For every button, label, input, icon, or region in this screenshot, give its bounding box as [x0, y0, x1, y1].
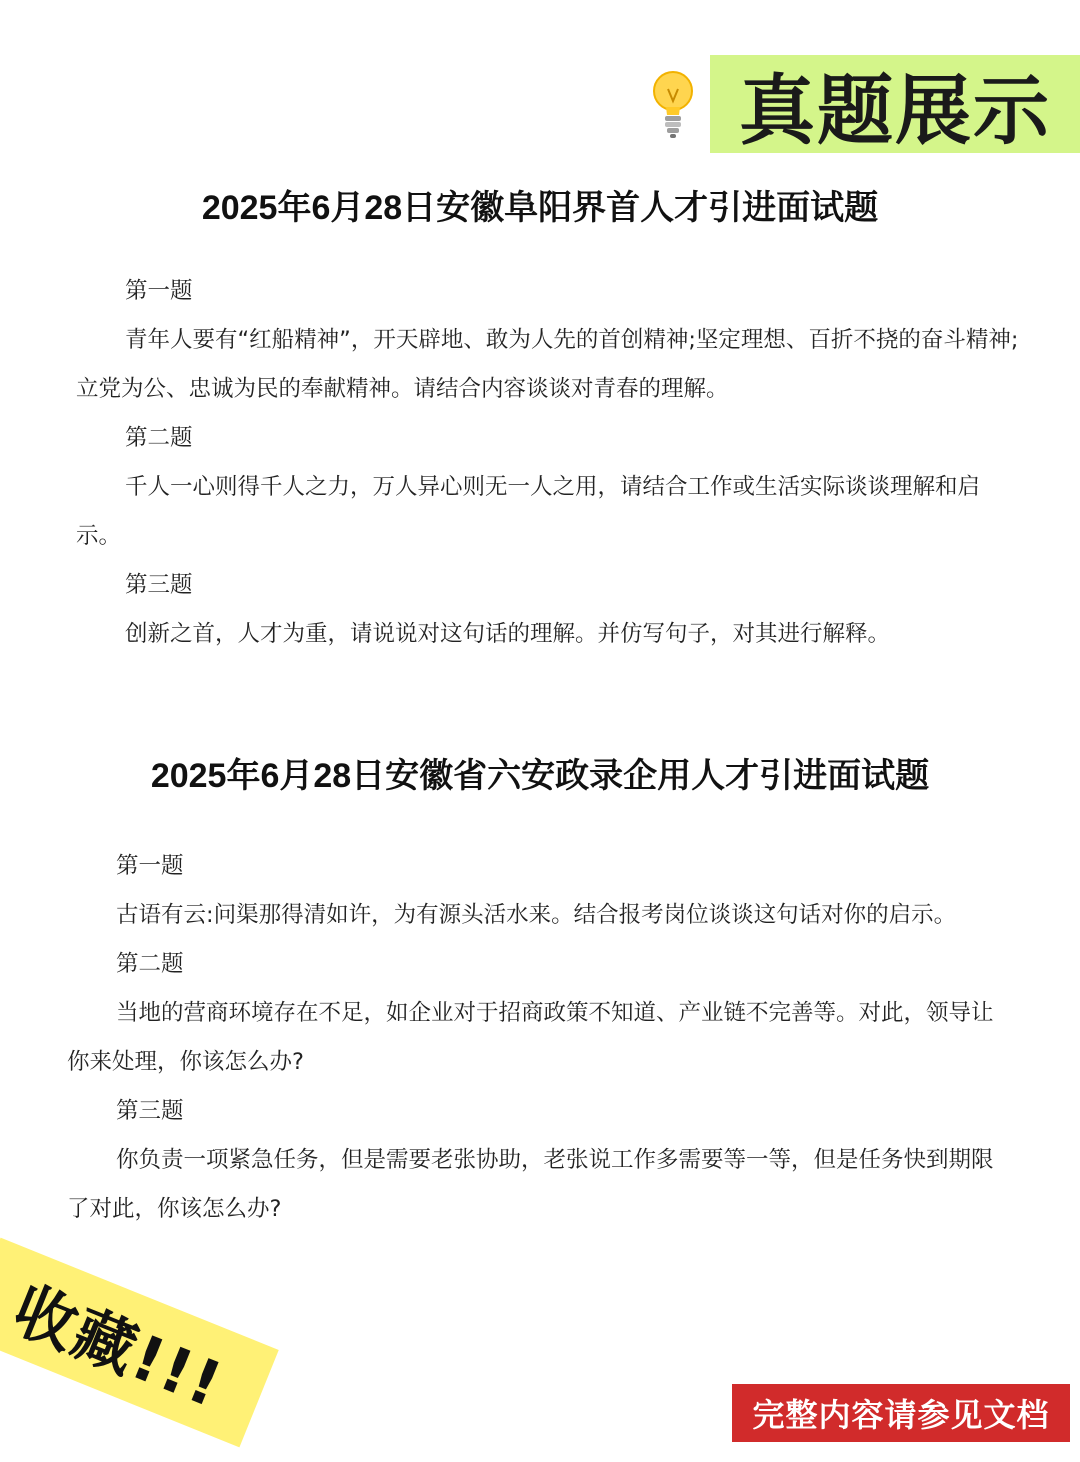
full-content-banner[interactable]: 完整内容请参见文档 — [732, 1384, 1070, 1442]
question-text: 青年人要有“红船精神”，开天辟地、敢为人先的首创精神;坚定理想、百折不挠的奋斗精神;立党为公、忠诚为民的奉献精神。请结合内容谈谈对青春的理解。 — [76, 327, 1019, 402]
question-label: 第一题 — [116, 853, 184, 879]
header-badge — [650, 55, 1080, 153]
question-text: 当地的营商环境存在不足，如企业对于招商政策不知道、产业链不完善等。对此，领导让你来处理，你该怎么办? — [67, 1000, 994, 1075]
lightbulb-icon — [650, 69, 696, 139]
question-label: 第二题 — [116, 951, 184, 977]
question-list — [76, 267, 1020, 659]
question-list — [67, 842, 1003, 1234]
question-label: 第二题 — [125, 425, 193, 451]
question-text: 千人一心则得千人之力，万人异心则无一人之用，请结合工作或生活实际谈谈理解和启示。 — [76, 474, 981, 549]
question-text: 创新之首，人才为重，请说说对这句话的理解。并仿写句子，对其进行解释。 — [125, 621, 891, 647]
section-title: 2025年6月28日安徽省六安政录企用人才引进面试题 — [150, 757, 930, 795]
question-label: 第一题 — [125, 278, 193, 304]
question-text: 古语有云:问渠那得清如许，为有源头活水来。结合报考岗位谈谈这句话对你的启示。 — [116, 902, 957, 928]
badge-label: 真题展示 — [710, 55, 1080, 153]
section-title: 2025年6月28日安徽阜阳界首人才引进面试题 — [201, 189, 879, 227]
question-label: 第三题 — [116, 1098, 184, 1124]
bookmark-sticker: 收藏!!! — [0, 1238, 279, 1448]
question-label: 第三题 — [125, 572, 193, 598]
question-text: 你负责一项紧急任务，但是需要老张协助，老张说工作多需要等一等，但是任务快到期限了对此，你该怎么办? — [67, 1147, 994, 1222]
